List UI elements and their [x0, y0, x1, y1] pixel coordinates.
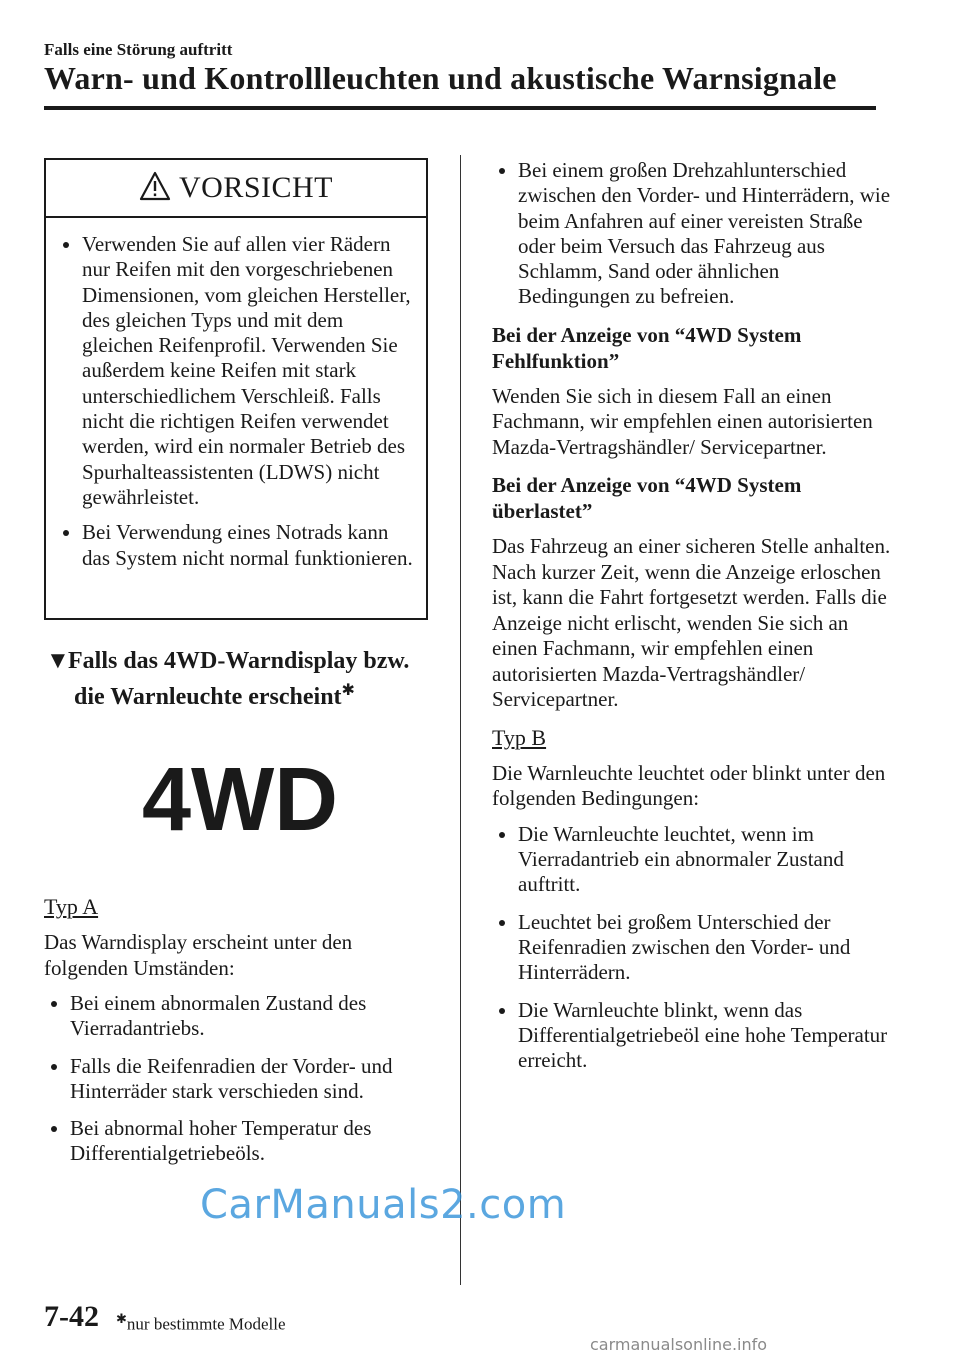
caution-body [46, 218, 426, 571]
4wd-indicator-icon [140, 756, 340, 840]
page-number: 7-42 [44, 1300, 99, 1333]
optional-star-icon: ✱ [116, 1311, 127, 1326]
header-rule [44, 106, 876, 110]
typ-b-intro: Die Warnleuchte leuchtet oder blinkt unter den folgenden Bedingungen: [492, 760, 886, 811]
caution-title: VORSICHT [178, 171, 333, 204]
typ-b-item-text: Die Warnleuchte blinkt, wenn das Differentialgetriebeöl eine hohe Temperatur erreicht. [518, 997, 888, 1073]
caution-box [44, 158, 428, 620]
section-heading [46, 646, 446, 712]
section-marker-icon: ▼ [46, 648, 70, 674]
typ-a-intro: Das Warndisplay erscheint unter den folgenden Umständen: [44, 930, 353, 980]
typ-b-item [492, 910, 892, 986]
typ-b-item [492, 822, 892, 898]
typ-a-section [44, 894, 436, 1179]
bullet-icon [499, 832, 505, 838]
caution-item [56, 232, 416, 510]
bullet-icon [499, 168, 505, 174]
typ-b-list [492, 822, 892, 1074]
typ-b-item [492, 998, 892, 1074]
typ-a-item [44, 1054, 436, 1105]
page-title: Warn- und Kontrollleuchten und akustische Warnsignale [44, 60, 837, 96]
bullet-icon [51, 1064, 57, 1070]
malfunction-text: Wenden Sie sich in diesem Fall an einen Fachmann, wir empfehlen einen autorisierten Mazda-Vertragshändler/ Servicepartner. [492, 383, 873, 459]
caution-item [56, 520, 416, 571]
caution-item-text: Bei Verwendung eines Notrads kann das System nicht normal funktionieren. [82, 520, 413, 570]
indicator-text: 4WD [142, 756, 338, 840]
typ-a-item-text: Bei einem abnormalen Zustand des Vierradantriebs. [70, 991, 367, 1041]
typ-a-item [44, 1116, 436, 1167]
bullet-icon [499, 1008, 505, 1014]
typ-a-list-continued [492, 158, 892, 310]
watermark-link[interactable]: CarManuals2.com [200, 1182, 567, 1228]
footer-note [116, 1311, 286, 1335]
warning-triangle-icon [139, 171, 171, 201]
caution-header [46, 160, 426, 218]
right-column [492, 158, 892, 1085]
malfunction-heading: Bei der Anzeige von “4WD System Fehlfunktion” [492, 322, 802, 373]
typ-a-item-text: Bei abnormal hoher Temperatur des Differentialgetriebeöls. [70, 1116, 372, 1166]
bullet-icon [51, 1126, 57, 1132]
typ-b-item-text: Die Warnleuchte leuchtet, wenn im Vierradantrieb ein abnormaler Zustand auftritt. [518, 821, 844, 897]
typ-b-item-text: Leuchtet bei großem Unterschied der Reifenradien zwischen den Vorder- und Hinterrädern. [518, 909, 851, 985]
caution-list [56, 232, 416, 571]
section-heading-line2: die Warnleuchte erscheint [74, 684, 342, 710]
bullet-icon [63, 242, 69, 248]
typ-b-label: Typ B [492, 724, 547, 750]
chapter-label: Falls eine Störung auftritt [44, 40, 233, 59]
typ-a-item [492, 158, 892, 310]
bullet-icon [51, 1001, 57, 1007]
section-heading-line1: Falls das 4WD-Warndisplay bzw. [68, 648, 410, 674]
typ-a-list [44, 991, 436, 1167]
typ-a-label: Typ A [44, 894, 99, 919]
caution-item-text: Verwenden Sie auf allen vier Rädern nur Reifen mit den vorgeschriebenen Dimensionen, vom gleichen Hersteller, des gleichen Typs und mit dem gleichen Reifenprofil. Verwenden Sie außerdem keine Reifen mit stark unterschiedlichem Verschleiß. Falls nicht die richtigen Reifen verwendet werden, wird ein normaler Betrieb des Spurhalteassistenten (LDWS) nicht gewährleistet. [82, 232, 411, 509]
column-divider [460, 155, 461, 1285]
typ-a-item-text: Bei einem großen Drehzahlunterschied zwischen den Vorder- und Hinterrädern, wie beim Anfahren auf einer vereisten Straße oder beim Versuch das Fahrzeug aus Schlamm, Sand oder ähnlichen Bedingungen zu befreien. [518, 158, 891, 309]
bottom-watermark: carmanualsonline.info [590, 1335, 768, 1354]
overload-text: Das Fahrzeug an einer sicheren Stelle anhalten. Nach kurzer Zeit, wenn die Anzeige erloschen ist, kann die Fahrt fortgesetzt werden. Falls die Anzeige nicht erlischt, wenden Sie sich an einen Fachmann, wir empfehlen einen autorisierten Mazda-Vertragshändler/ Servicepartner. [492, 534, 891, 712]
bullet-icon [499, 920, 505, 926]
overload-heading: Bei der Anzeige von “4WD System überlastet” [492, 473, 802, 524]
footer-note-text: nur bestimmte Modelle [126, 1314, 286, 1334]
typ-a-item [44, 991, 436, 1042]
optional-star-icon: ✱ [341, 682, 355, 699]
bullet-icon [63, 530, 69, 536]
typ-a-item-text: Falls die Reifenradien der Vorder- und Hinterräder stark verschieden sind. [70, 1053, 393, 1103]
